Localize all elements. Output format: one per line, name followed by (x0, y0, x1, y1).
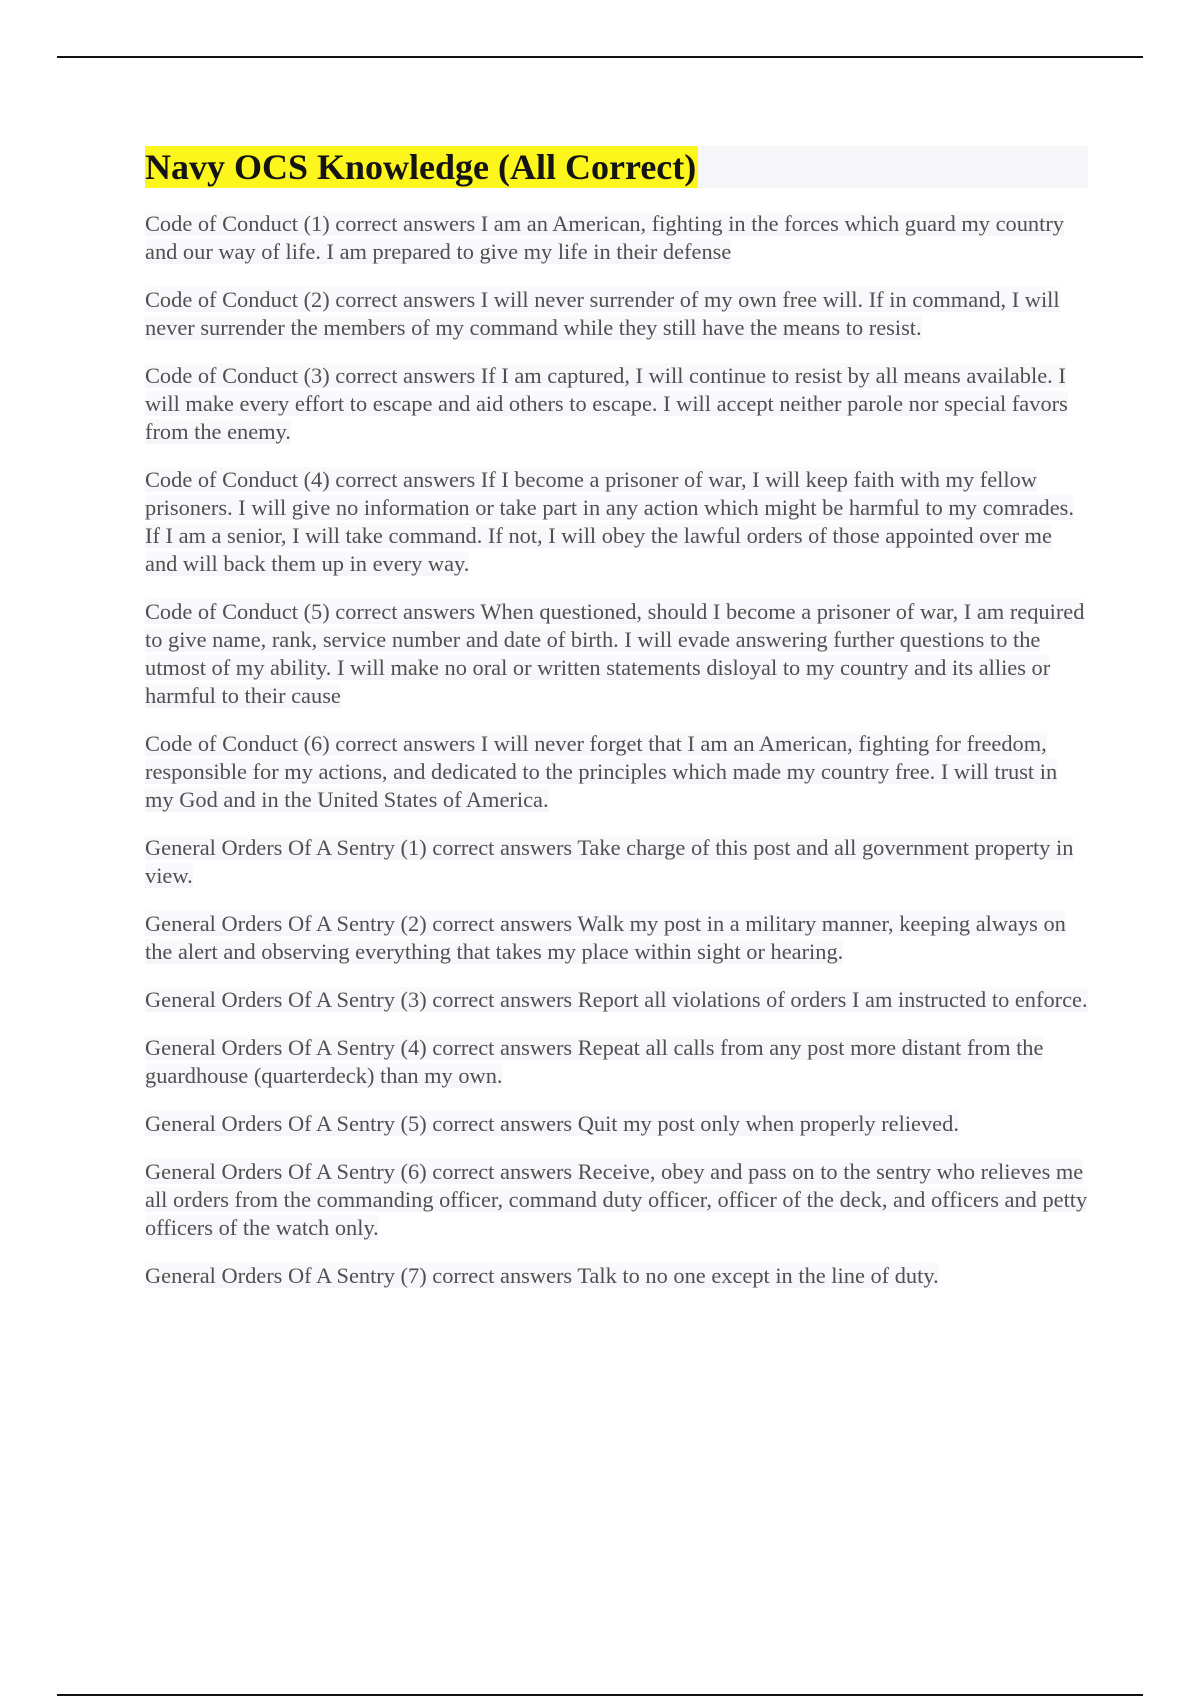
entry-code-of-conduct-1 (145, 210, 1088, 266)
entry-general-orders-6 (145, 1158, 1088, 1242)
entry-code-of-conduct-5 (145, 598, 1088, 710)
entry-general-orders-4 (145, 1034, 1088, 1090)
entry-text: Code of Conduct (6) correct answers I will never forget that I am an American, fighting for freedom, responsible for my actions, and dedicated to the principles which made my country free. I will trust in my God and in the United States of America. (145, 731, 1058, 812)
title-band (145, 146, 1088, 188)
entry-text: General Orders Of A Sentry (6) correct answers Receive, obey and pass on to the sentry who relieves me all orders from the commanding officer, command duty officer, officer of the deck, and officers and petty officers of the watch only. (145, 1159, 1088, 1240)
entry-text: General Orders Of A Sentry (7) correct answers Talk to no one except in the line of duty. (145, 1263, 939, 1288)
entry-text: Code of Conduct (2) correct answers I will never surrender of my own free will. If in command, I will never surrender the members of my command while they still have the means to resist. (145, 287, 1060, 340)
document-body (145, 146, 1088, 1310)
entry-text: Code of Conduct (4) correct answers If I become a prisoner of war, I will keep faith with my fellow prisoners. I will give no information or take part in any action which might be harmful to my comrades. If I am a senior, I will take command. If not, I will obey the lawful orders of those appointed over me and will back them up in every way. (145, 467, 1074, 576)
entry-text: Code of Conduct (1) correct answers I am an American, fighting in the forces which guard my country and our way of life. I am prepared to give my life in their defense (145, 211, 1064, 264)
document-title: Navy OCS Knowledge (All Correct) (145, 147, 697, 187)
entry-text: General Orders Of A Sentry (4) correct answers Repeat all calls from any post more distant from the guardhouse (quarterdeck) than my own. (145, 1035, 1044, 1088)
entry-general-orders-3 (145, 986, 1088, 1014)
entry-text: General Orders Of A Sentry (2) correct answers Walk my post in a military manner, keeping always on the alert and observing everything that takes my place within sight or hearing. (145, 911, 1066, 964)
entry-general-orders-7 (145, 1262, 1088, 1290)
entry-general-orders-1 (145, 834, 1088, 890)
entry-general-orders-2 (145, 910, 1088, 966)
entry-text: Code of Conduct (3) correct answers If I am captured, I will continue to resist by all means available. I will make every effort to escape and aid others to escape. I will accept neither parole nor special favors from the enemy. (145, 363, 1068, 444)
entry-text: General Orders Of A Sentry (1) correct answers Take charge of this post and all government property in view. (145, 835, 1074, 888)
entry-code-of-conduct-4 (145, 466, 1088, 578)
entry-text: General Orders Of A Sentry (3) correct answers Report all violations of orders I am instructed to enforce. (145, 987, 1088, 1012)
bottom-rule (57, 1694, 1143, 1696)
top-rule (57, 56, 1143, 58)
entry-text: General Orders Of A Sentry (5) correct answers Quit my post only when properly relieved. (145, 1111, 959, 1136)
entry-code-of-conduct-6 (145, 730, 1088, 814)
entry-text: Code of Conduct (5) correct answers When questioned, should I become a prisoner of war, I am required to give name, rank, service number and date of birth. I will evade answering further questions to the utmost of my ability. I will make no oral or written statements disloyal to my country and its allies or harmful to their cause (145, 599, 1085, 708)
entry-general-orders-5 (145, 1110, 1088, 1138)
entry-code-of-conduct-2 (145, 286, 1088, 342)
entry-code-of-conduct-3 (145, 362, 1088, 446)
